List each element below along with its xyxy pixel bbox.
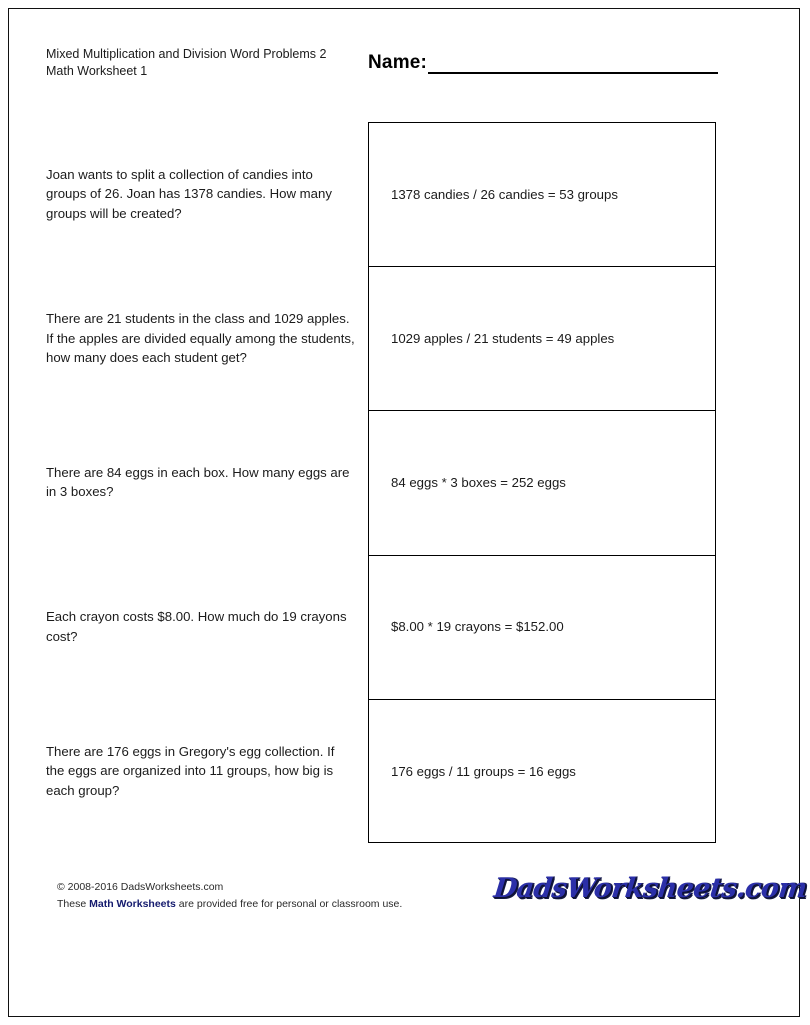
dadsworksheets-logo[interactable]: [492, 872, 808, 912]
question-row: [46, 266, 356, 410]
question-text: There are 84 eggs in each box. How many eggs are in 3 boxes?: [46, 464, 350, 500]
math-worksheets-link[interactable]: Math Worksheets: [89, 898, 176, 910]
answer-text: 176 eggs / 11 groups = 16 eggs: [391, 763, 576, 779]
license-prefix: These: [57, 898, 90, 910]
question-text: There are 176 eggs in Gregory's egg collection. If the eggs are organized into 11 groups, how big is each group?: [46, 743, 335, 798]
license-notice: [57, 896, 402, 913]
questions-column: [46, 122, 356, 843]
question-text: Each crayon costs $8.00. How much do 19 crayons cost?: [46, 609, 347, 644]
answer-text: 84 eggs * 3 boxes = 252 eggs: [391, 474, 566, 490]
worksheet-header: [0, 0, 810, 110]
answer-box[interactable]: [369, 411, 715, 555]
name-field[interactable]: [368, 52, 718, 74]
answer-box[interactable]: [369, 556, 715, 700]
answer-box[interactable]: [369, 267, 715, 411]
question-text: There are 21 students in the class and 1029 apples. If the apples are divided equally among the students, how many does each student get?: [46, 311, 355, 366]
answer-box[interactable]: [369, 123, 715, 267]
worksheet-subtitle: Math Worksheet 1: [46, 64, 148, 78]
answer-text: 1029 apples / 21 students = 49 apples: [391, 330, 615, 346]
license-suffix: are provided free for personal or classroom use.: [175, 898, 403, 910]
question-row: [46, 699, 356, 843]
answers-table: [368, 122, 716, 843]
copyright-notice: © 2008-2016 DadsWorksheets.com: [57, 881, 224, 893]
question-row: [46, 410, 356, 554]
answer-text: 1378 candies / 26 candies = 53 groups: [391, 186, 618, 202]
logo-text: DadsWorksheets.com: [492, 873, 808, 904]
worksheet-title-block: [46, 46, 326, 80]
question-row: [46, 555, 356, 699]
footer-text-block: [57, 879, 402, 913]
answer-box[interactable]: [369, 700, 715, 844]
question-text: Joan wants to split a collection of candies into groups of 26. Joan has 1378 candies. How many groups will be created?: [46, 166, 332, 221]
page-title: Mixed Multiplication and Division Word Problems 2: [46, 47, 327, 61]
name-label: Name:: [368, 52, 428, 73]
name-blank-line[interactable]: [428, 53, 718, 74]
answer-text: $8.00 * 19 crayons = $152.00: [391, 619, 564, 635]
question-row: [46, 122, 356, 266]
